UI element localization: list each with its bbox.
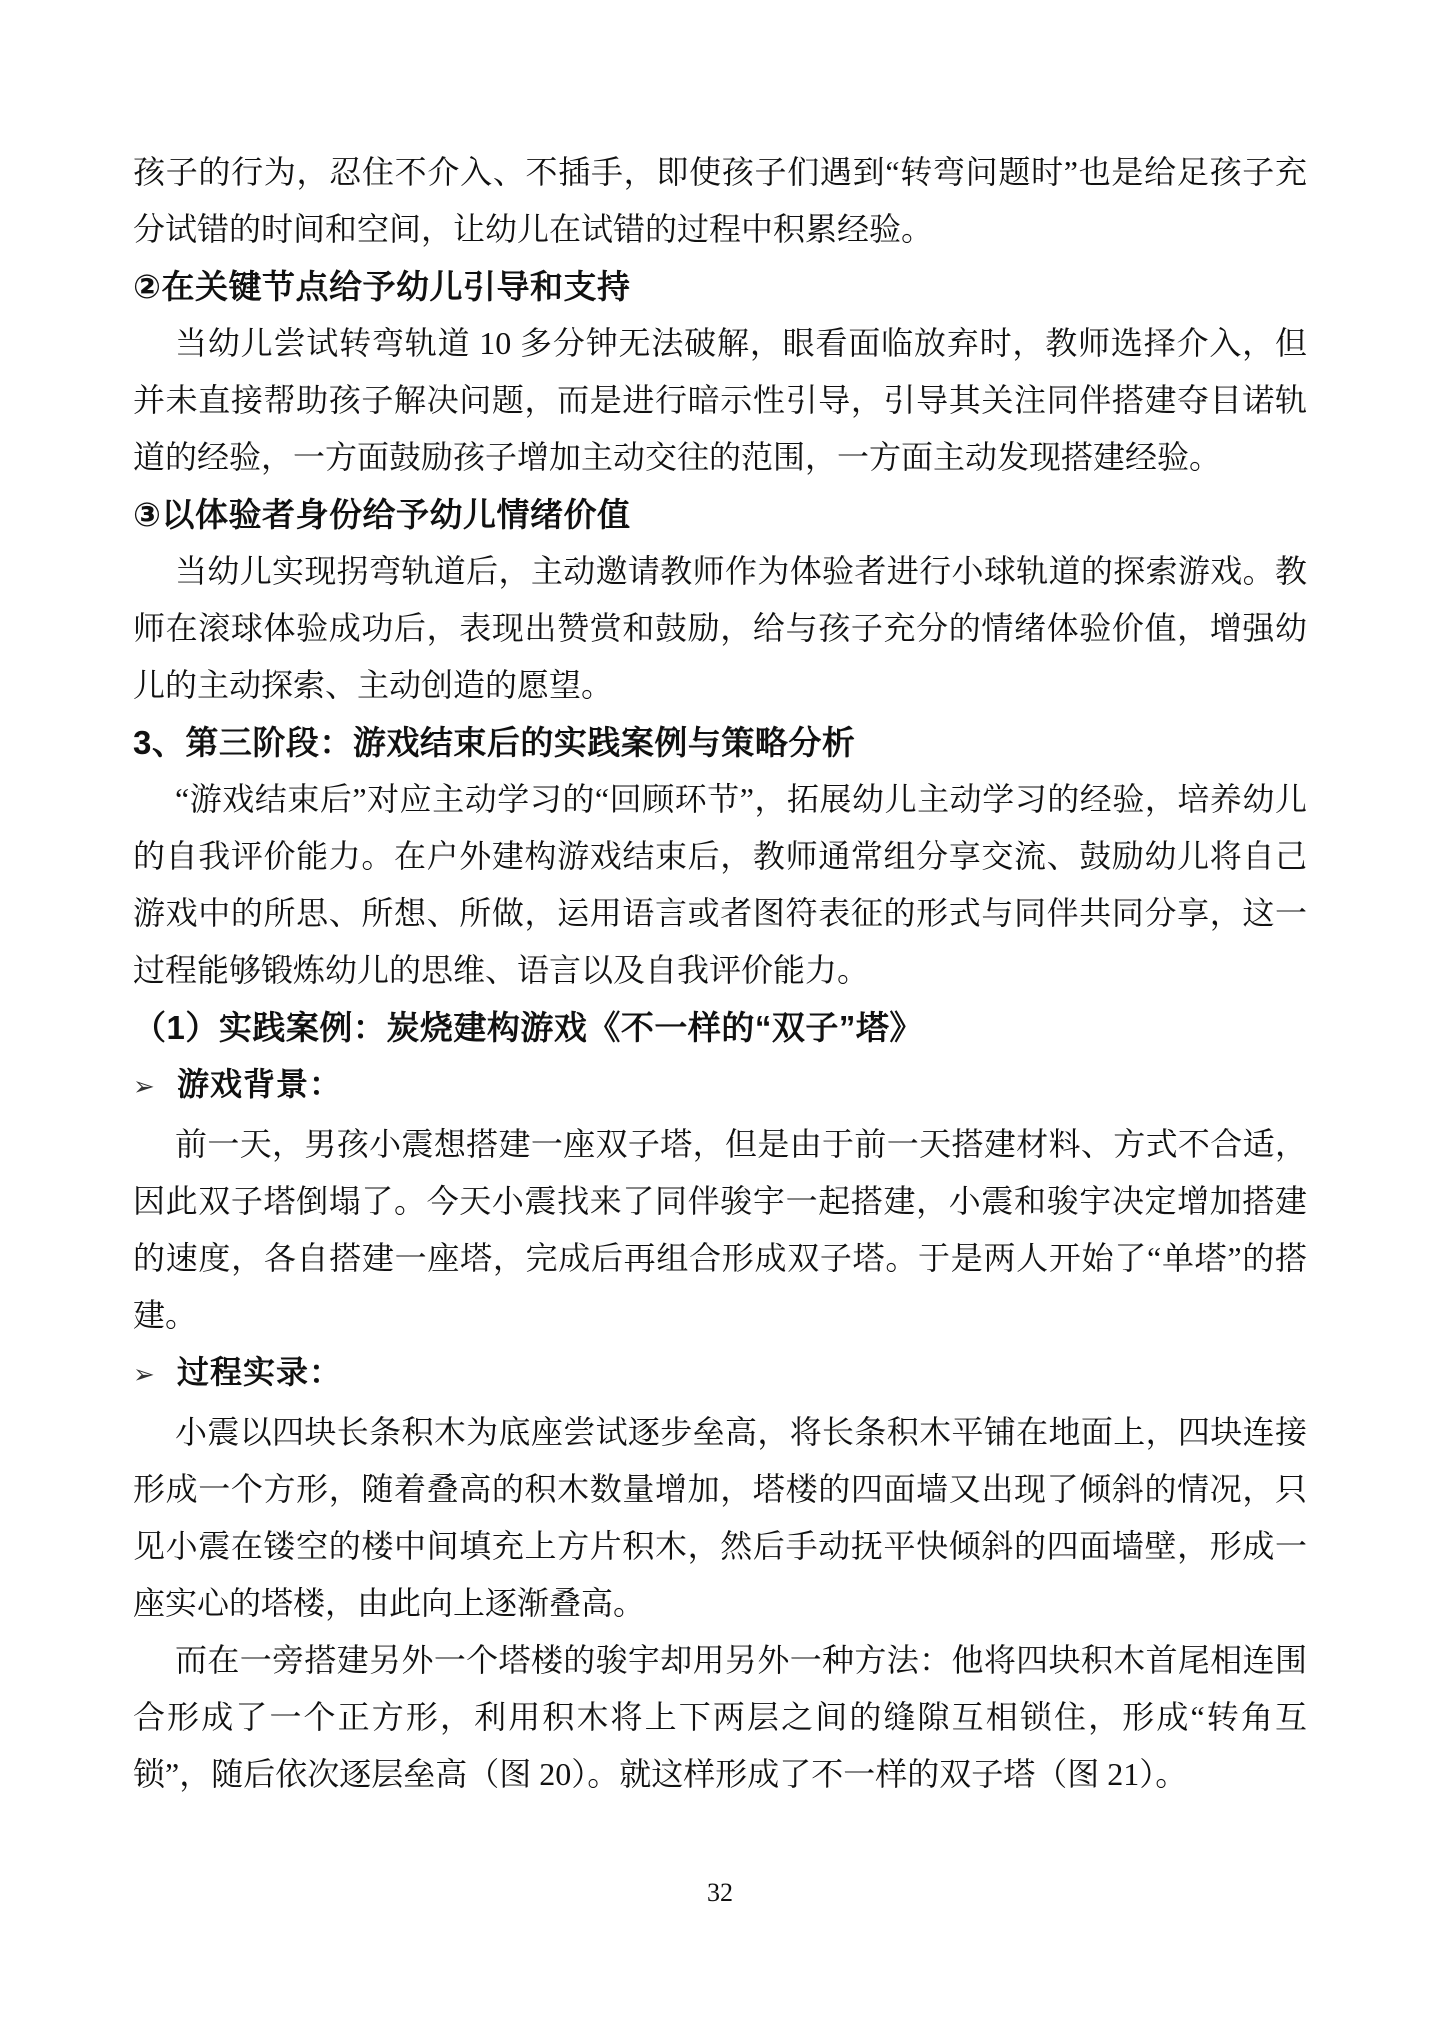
page-number: 32 — [707, 1878, 733, 1907]
paragraph-game-background: 前一天，男孩小震想搭建一座双子塔，但是由于前一天搭建材料、方式不合适，因此双子塔倒塌了。今天小震找来了同伴骏宇一起搭建，小震和骏宇决定增加搭建的速度，各自搭建一座塔，完成后再组合形成双子塔。于是两人开始了“单塔”的搭建。 — [133, 1126, 1307, 1333]
paragraph-teacher-intervention: 当幼儿尝试转弯轨道 10 多分钟无法破解，眼看面临放弃时，教师选择介入，但并未直接帮助孩子解决问题，而是进行暗示性引导，引导其关注同伴搭建夺目诺轨道的经验，一方面鼓励孩子增加主动交往的范围，一方面主动发现搭建经验。 — [133, 325, 1307, 475]
list-item-label: 过程实录： — [177, 1354, 343, 1390]
document-page — [133, 144, 1307, 1803]
paragraph-ball-track-experience: 当幼儿实现拐弯轨道后，主动邀请教师作为体验者进行小球轨道的探索游戏。教师在滚球体验成功后，表现出赞赏和鼓励，给与孩子充分的情绪体验价值，增强幼儿的主动探索、主动创造的愿望。 — [133, 553, 1307, 703]
heading-emotional-value: ③以体验者身份给予幼儿情绪价值 — [133, 496, 631, 533]
paragraph-continuation: 孩子的行为，忍住不介入、不插手，即使孩子们遇到“转弯问题时”也是给足孩子充分试错的时间和空间，让幼儿在试错的过程中积累经验。 — [133, 154, 1307, 247]
heading-guidance-support: ②在关键节点给予幼儿引导和支持 — [133, 268, 631, 305]
list-item-game-background — [133, 1056, 1307, 1116]
paragraph-junyu-tower: 而在一旁搭建另外一个塔楼的骏宇却用另外一种方法：他将四块积木首尾相连围合形成了一个正方形，利用积木将上下两层之间的缝隙互相锁住，形成“转角互锁”，随后依次逐层垒高（图 20）。就这样形成了不一样的双子塔（图 21）。 — [133, 1642, 1307, 1792]
list-item-label: 游戏背景： — [177, 1066, 343, 1102]
paragraph-xiaozhen-tower: 小震以四块长条积木为底座尝试逐步垒高，将长条积木平铺在地面上，四块连接形成一个方形，随着叠高的积木数量增加，塔楼的四面墙又出现了倾斜的情况，只见小震在镂空的楼中间填充上方片积木，然后手动抚平快倾斜的四面墙壁，形成一座实心的塔楼，由此向上逐渐叠高。 — [133, 1414, 1307, 1621]
list-item-process-record — [133, 1344, 1307, 1404]
paragraph-review-stage: “游戏结束后”对应主动学习的“回顾环节”，拓展幼儿主动学习的经验，培养幼儿的自我评价能力。在户外建构游戏结束后，教师通常组分享交流、鼓励幼儿将自己游戏中的所思、所想、所做，运用语言或者图符表征的形式与同伴共同分享，这一过程能够锻炼幼儿的思维、语言以及自我评价能力。 — [133, 781, 1307, 988]
heading-third-stage: 3、第三阶段：游戏结束后的实践案例与策略分析 — [133, 724, 856, 761]
arrow-bullet-icon: ➢ — [133, 1072, 155, 1102]
arrow-bullet-icon: ➢ — [133, 1360, 155, 1390]
heading-practice-case: （1）实践案例：炭烧建构游戏《不一样的“双子”塔》 — [133, 1009, 923, 1046]
